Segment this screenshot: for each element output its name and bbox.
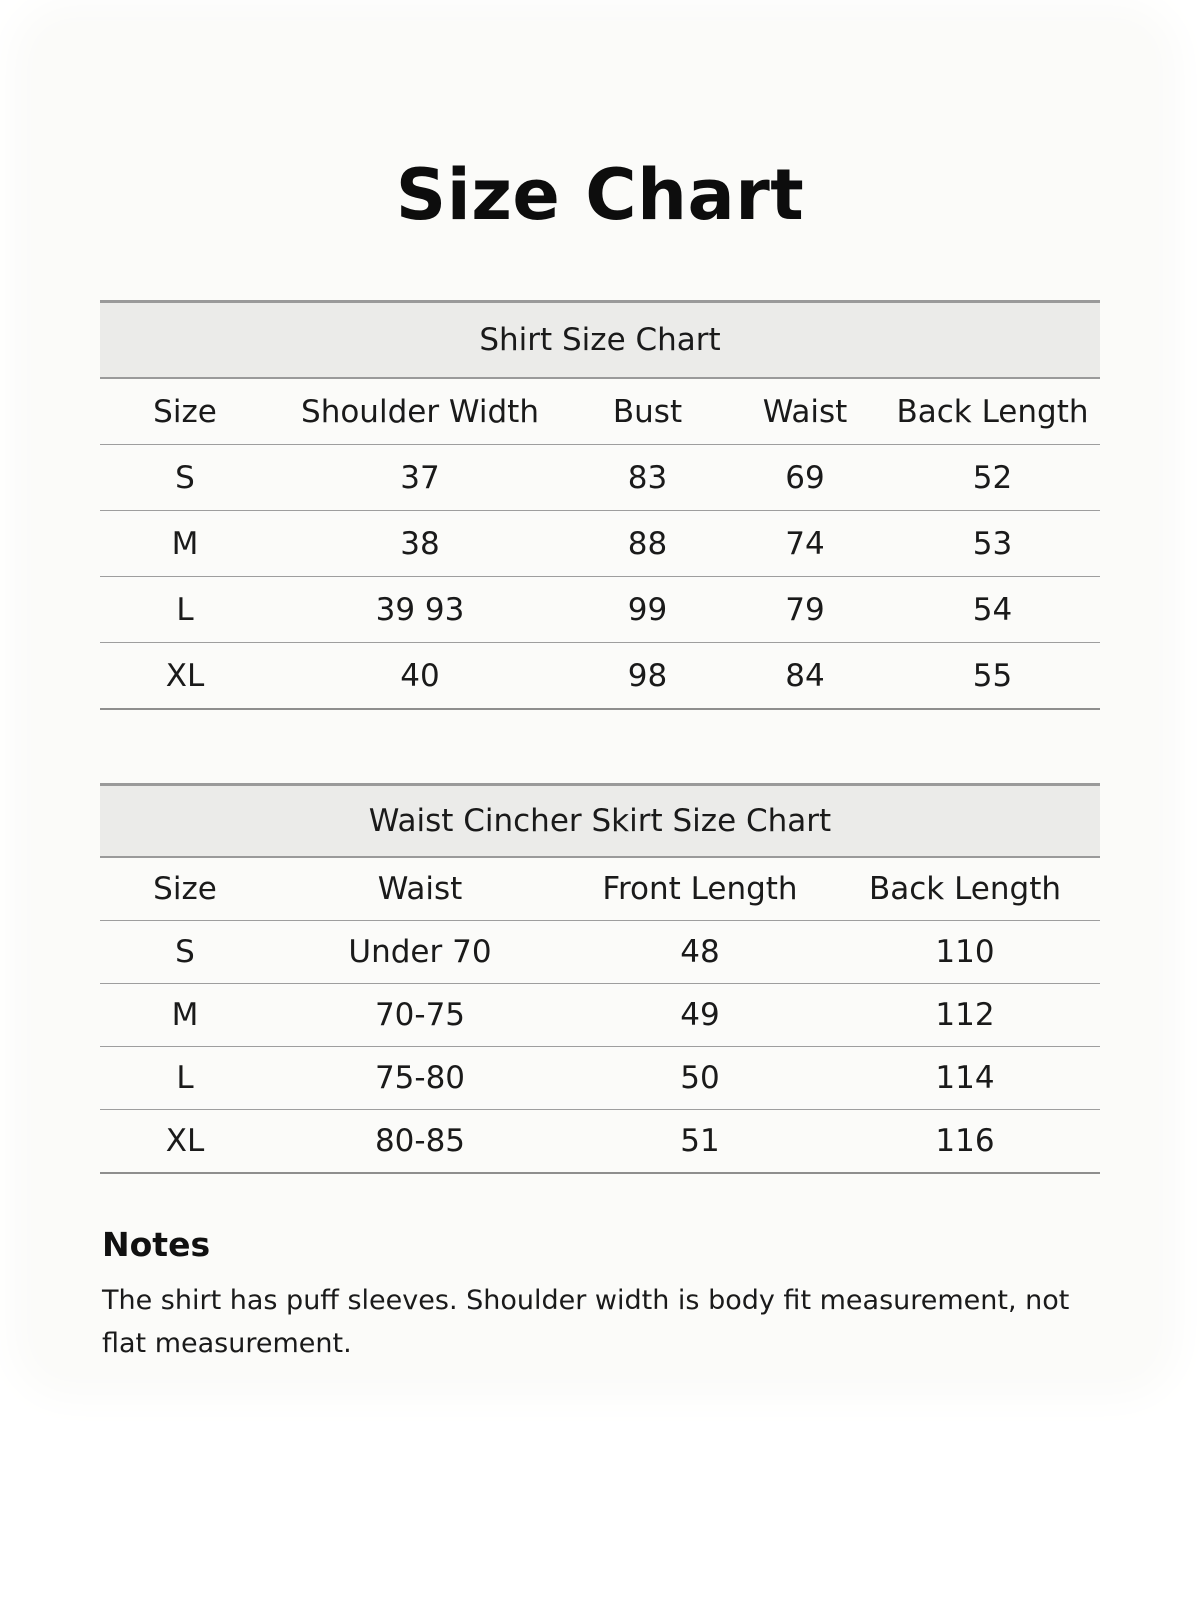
skirt-table (100, 858, 1100, 1174)
table-cell: XL (100, 643, 270, 710)
table-cell: S (100, 921, 270, 984)
table-row (100, 984, 1100, 1047)
column-header: Back Length (830, 858, 1100, 921)
table-cell: 70-75 (270, 984, 570, 1047)
table-row (100, 577, 1100, 643)
column-header: Back Length (885, 379, 1100, 445)
table-cell: 37 (270, 445, 570, 511)
table-cell: 116 (830, 1110, 1100, 1174)
table-cell: 39 93 (270, 577, 570, 643)
table-cell: 98 (570, 643, 725, 710)
table-cell: 114 (830, 1047, 1100, 1110)
table-row (100, 1047, 1100, 1110)
skirt-size-chart (100, 783, 1100, 1174)
table-header-row (100, 858, 1100, 921)
table-cell: M (100, 511, 270, 577)
column-header: Waist (725, 379, 885, 445)
column-header: Front Length (570, 858, 830, 921)
notes-heading: Notes (102, 1225, 211, 1264)
table-cell: 88 (570, 511, 725, 577)
table-cell: L (100, 1047, 270, 1110)
table-cell: Under 70 (270, 921, 570, 984)
table-cell: 48 (570, 921, 830, 984)
table-cell: 55 (885, 643, 1100, 710)
skirt-table-caption: Waist Cincher Skirt Size Chart (100, 783, 1100, 858)
table-cell: 84 (725, 643, 885, 710)
table-row (100, 445, 1100, 511)
table-row (100, 511, 1100, 577)
shirt-size-chart (100, 300, 1100, 710)
table-cell: XL (100, 1110, 270, 1174)
notes-text: The shirt has puff sleeves. Shoulder width is body fit measurement, not flat measurement. (102, 1285, 1070, 1359)
table-header-row (100, 379, 1100, 445)
table-cell: 79 (725, 577, 885, 643)
table-cell: 83 (570, 445, 725, 511)
table-cell: M (100, 984, 270, 1047)
table-cell: 112 (830, 984, 1100, 1047)
column-header: Size (100, 379, 270, 445)
table-cell: 40 (270, 643, 570, 710)
table-cell: 99 (570, 577, 725, 643)
table-cell: 54 (885, 577, 1100, 643)
table-cell: 51 (570, 1110, 830, 1174)
table-cell: 50 (570, 1047, 830, 1110)
table-cell: 69 (725, 445, 885, 511)
shirt-table (100, 379, 1100, 710)
table-cell: 38 (270, 511, 570, 577)
column-header: Bust (570, 379, 725, 445)
column-header: Shoulder Width (270, 379, 570, 445)
table-cell: L (100, 577, 270, 643)
column-header: Waist (270, 858, 570, 921)
table-cell: 80-85 (270, 1110, 570, 1174)
notes-section (102, 1225, 1102, 1365)
table-row (100, 1110, 1100, 1174)
table-cell: 110 (830, 921, 1100, 984)
table-cell: 53 (885, 511, 1100, 577)
table-row (100, 921, 1100, 984)
shirt-table-caption: Shirt Size Chart (100, 300, 1100, 379)
table-cell: 49 (570, 984, 830, 1047)
table-cell: 52 (885, 445, 1100, 511)
page-title: Size Chart (395, 154, 805, 236)
table-cell: S (100, 445, 270, 511)
column-header: Size (100, 858, 270, 921)
table-cell: 74 (725, 511, 885, 577)
table-cell: 75-80 (270, 1047, 570, 1110)
table-row (100, 643, 1100, 710)
